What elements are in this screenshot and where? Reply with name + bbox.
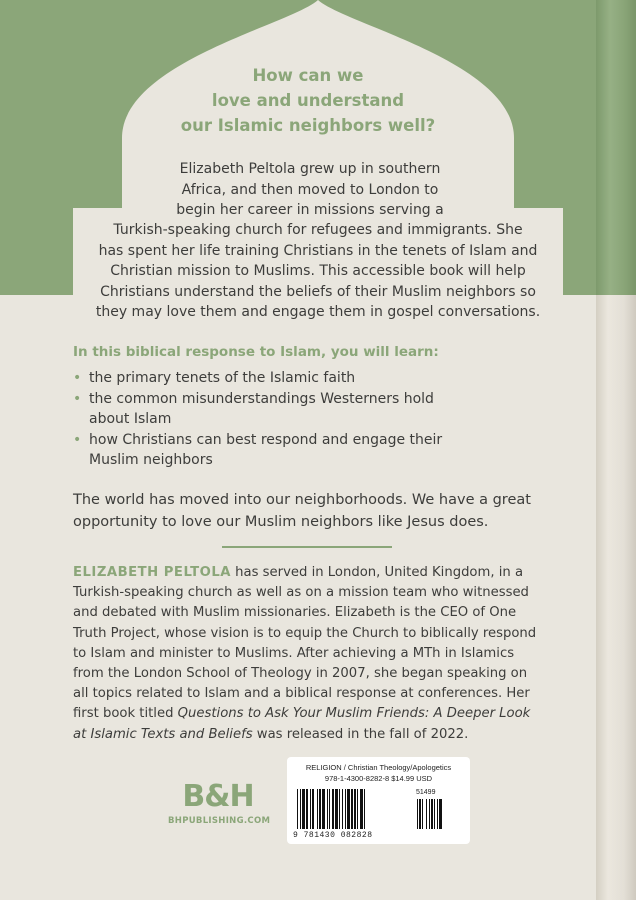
description-line: Turkish-speaking church for refugees and immigrants. She [113,222,523,238]
bio-line [73,563,563,583]
barcode-bar [354,789,356,829]
barcode-box [287,757,470,844]
publisher-url: BHPUBLISHING.COM [168,816,271,826]
bio-text: was released in the fall of 2022. [252,726,469,742]
list-item-text: how Christians can best respond and engage their [89,432,443,448]
barcode-bar [364,789,365,829]
list-item-text: the primary tenets of the Islamic faith [89,370,356,386]
barcode-bar [357,789,358,829]
barcode-bar [306,789,308,829]
bullet-icon: • [73,432,82,448]
barcode-bar [322,789,325,829]
list-item-text: Muslim neighbors [89,452,213,468]
barcode-bar [429,799,430,829]
author-name: ELIZABETH PELTOLA [73,565,231,580]
bio-line: Truth Project, whose vision is to equip the Church to biblically respond [73,625,537,641]
barcode-bar [437,799,438,829]
divider-rule [222,546,392,548]
book-title: Questions to Ask Your Muslim Friends: A Deeper Look [177,706,531,722]
description-line: Africa, and then moved to London to [181,181,439,198]
bio-line [73,725,563,745]
bio-line: from the London School of Theology in 2007, she began speaking on [73,666,528,682]
bullet-icon: • [73,391,82,407]
barcode-bar [329,789,330,829]
barcode-bar [347,789,350,829]
description-paragraph-bottom [73,220,563,323]
barcode-bar [351,789,353,829]
description-line: begin her career in missions serving a [176,202,444,218]
barcode-bar [426,799,427,829]
bio-line: and debated with Muslim missionaries. Elizabeth is the CEO of One [73,605,517,621]
bio-text: first book titled [73,706,178,722]
barcode-bar [327,789,328,829]
bio-line: to Islam and minister to Muslims. After achieving a MTh in Islamics [73,645,515,661]
barcode-bar [419,799,421,829]
barcode-bar [417,799,418,829]
publisher-logo [168,779,271,826]
list-item [73,368,523,388]
bullet-icon: • [73,370,82,386]
list-item [73,389,523,429]
barcode-bar [300,789,301,829]
bio-line: Turkish-speaking church as well as on a mission team who witnessed [73,585,529,601]
closing-line: The world has moved into our neighborhoods. We have a great [73,492,531,508]
closing-statement [73,490,563,533]
list-item-text: about Islam [89,411,172,427]
barcode-bar [297,789,298,829]
barcode-bar [434,799,435,829]
bio-line [73,704,563,724]
barcode-bar [310,789,311,829]
barcode-bar [319,789,321,829]
bh-logo-mark: B&H [182,779,254,814]
barcode-bar [422,799,423,829]
closing-line: opportunity to love our Muslim neighbors like Jesus does. [73,513,489,530]
description-line: Christian mission to Muslims. This accessible book will help [110,263,526,279]
description-line: has spent her life training Christians in the tenets of Islam and [98,242,538,259]
question-line: How can we [252,66,364,85]
description-line: they may love them and engage them in gospel conversations. [95,304,541,320]
price-code: 51499 [416,789,436,796]
barcode-bar [317,789,318,829]
barcode-bar [431,799,433,829]
bisac-category: RELIGION / Christian Theology/Apologetics [305,763,452,772]
barcode-bar [332,789,334,829]
question-line: love and understand [211,91,405,110]
learn-list [73,368,523,471]
barcode-bar [339,789,340,829]
author-bio [73,563,563,745]
bio-text: has served in London, United Kingdom, in a [230,565,524,580]
question-line: our Islamic neighbors well? [180,116,436,135]
list-item [73,430,523,470]
barcode-bar [439,799,442,829]
barcode-bar [302,789,305,829]
description-line: Christians understand the beliefs of their Muslim neighbors so [100,283,536,300]
list-item-text: the common misunderstandings Westerners hold [89,391,434,407]
barcode-bar [360,789,363,829]
learn-heading: In this biblical response to Islam, you will learn: [73,344,439,360]
barcode-digits: 9 781430 082828 [293,831,373,840]
barcode-bar [335,789,338,829]
book-title: at Islamic Texts and Beliefs [73,726,253,742]
tagline-question [168,63,448,138]
barcode-bar [342,789,343,829]
description-line: Elizabeth Peltola grew up in southern [179,161,441,177]
bio-line: all topics related to Islam and a biblical response at conferences. Her [73,686,530,702]
description-paragraph-top [140,159,480,221]
barcode-bar [312,789,314,829]
barcode-bar [345,789,346,829]
isbn-price: 978-1-4300-8282-8 $14.99 USD [324,774,433,783]
